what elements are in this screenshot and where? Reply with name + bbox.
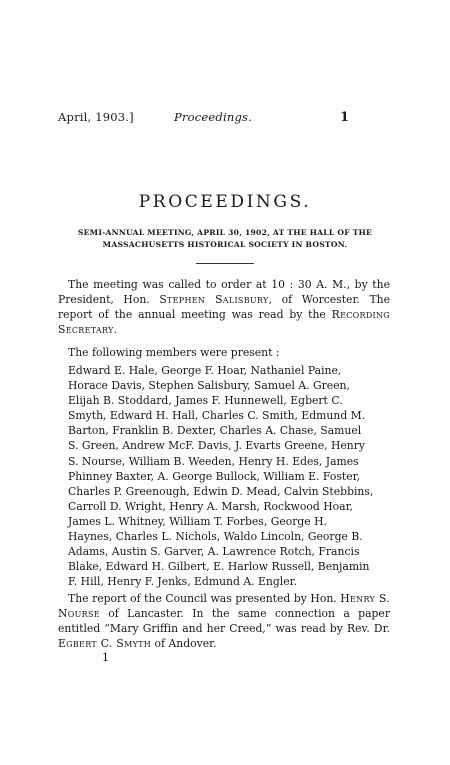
- council-report-paragraph: [58, 591, 390, 651]
- page-number: 1: [340, 110, 350, 125]
- running-head-title: Proceedings.: [174, 110, 252, 124]
- council-text-2: of Lancaster. In the same connection a paper entitled “Mary Griffin and her Creed,” was read by Rev. Dr.: [58, 607, 390, 636]
- members-line: Blake, Edward H. Gilbert, E. Harlow Russell, Benjamin: [68, 560, 370, 574]
- meeting-subtitle-line-2: MASSACHUSETTS HISTORICAL SOCIETY IN BOSTON.: [102, 240, 348, 249]
- members-line: Phinney Baxter, A. George Bullock, William E. Foster,: [68, 469, 360, 483]
- members-line: James L. Whitney, William T. Forbes, George H.: [68, 514, 327, 528]
- opening-text-2: , of Worcester. The report of the annual meeting was read by the: [58, 293, 390, 322]
- members-line: Adams, Austin S. Garver, A. Lawrence Rotch, Francis: [68, 545, 360, 559]
- council-text-1: The report of the Council was presented by Hon.: [68, 592, 341, 605]
- secretary-title: Recording Secretary: [58, 308, 390, 337]
- meeting-subtitle-line-1: SEMI-ANNUAL MEETING, APRIL 30, 1902, AT THE HALL OF THE: [77, 228, 373, 237]
- members-line: Edward E. Hale, George F. Hoar, Nathaniel Paine,: [68, 364, 342, 377]
- opening-text-1: The meeting was called to order at 10 : 30 A. M., by the President, Hon.: [58, 278, 390, 307]
- members-line: Horace Davis, Stephen Salisbury, Samuel A. Green,: [68, 379, 350, 393]
- members-line: Smyth, Edward H. Hall, Charles C. Smith, Edmund M.: [68, 409, 366, 423]
- members-list: [68, 363, 390, 589]
- members-line: Barton, Franklin B. Dexter, Charles A. Chase, Samuel: [68, 424, 362, 438]
- signature-mark: 1: [102, 651, 109, 664]
- members-line: Carroll D. Wright, Henry A. Marsh, Rockwood Hoar,: [68, 499, 353, 513]
- members-line: F. Hill, Henry F. Jenks, Edmund A. Engler.: [68, 575, 297, 589]
- opening-paragraph: [58, 277, 390, 337]
- opening-text-3: .: [113, 323, 118, 337]
- president-name: Stephen Salisbury: [159, 293, 269, 307]
- reader-name: Egbert C. Smyth: [58, 637, 152, 651]
- section-divider: [196, 263, 254, 264]
- members-line: S. Nourse, William B. Weeden, Henry H. Edes, James: [68, 454, 359, 468]
- running-head-date: April, 1903.]: [58, 110, 134, 124]
- members-intro-text: The following members were present :: [68, 346, 280, 359]
- members-line: S. Green, Andrew McF. Davis, J. Evarts Greene, Henry: [68, 439, 366, 453]
- members-intro: [58, 345, 390, 360]
- council-text-3: of Andover.: [151, 637, 217, 651]
- members-line: Charles P. Greenough, Edwin D. Mead, Calvin Stebbins,: [68, 484, 374, 498]
- presenter-name: Henry S. Nourse: [58, 592, 391, 621]
- members-line: Elijah B. Stoddard, James F. Hunnewell, Egbert C.: [68, 394, 343, 408]
- page-title: PROCEEDINGS.: [138, 192, 312, 212]
- members-line: Haynes, Charles L. Nichols, Waldo Lincoln, George B.: [68, 530, 363, 544]
